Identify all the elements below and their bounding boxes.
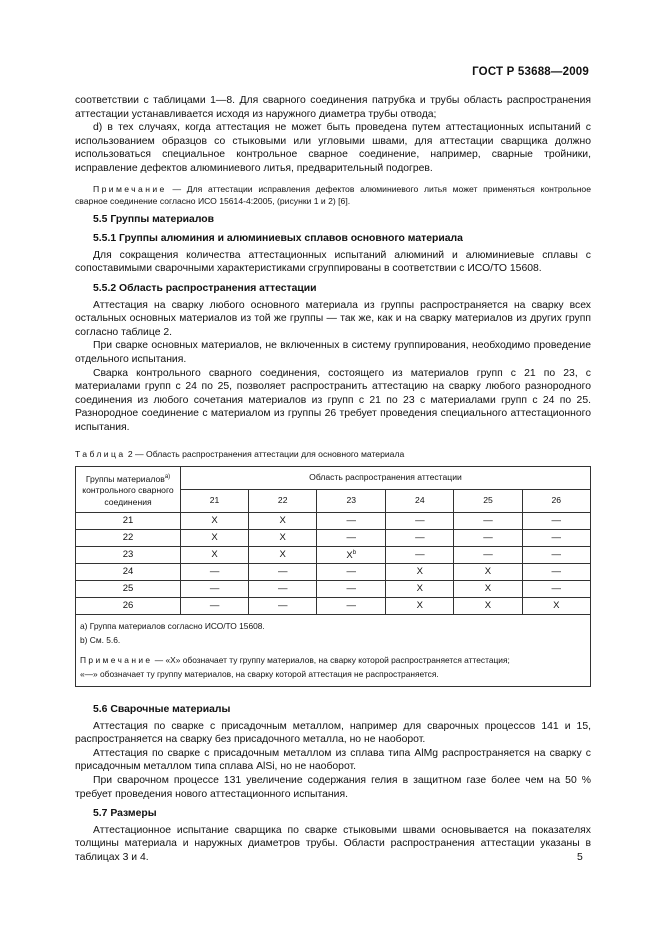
table-row <box>76 598 591 615</box>
footnote-ref: b <box>352 550 357 557</box>
value-cell: — <box>249 598 317 615</box>
section-heading: 5.5 Группы материалов <box>93 213 215 225</box>
value-cell: — <box>522 581 590 598</box>
group-cell: 26 <box>76 598 181 615</box>
group-cell: 25 <box>76 581 181 598</box>
section-heading: 5.7 Размеры <box>93 808 157 820</box>
paragraph: Аттестация по сварке с присадочным металлом, например для сварочных процессов 141 и 15, распространяется на сварку без присадочного металла, но не наоборот. <box>75 720 591 746</box>
footnote-ref: a) <box>164 473 171 480</box>
group-header-line: контрольного сварного <box>82 485 174 496</box>
note-label: Примечание <box>80 655 153 666</box>
value-cell: X <box>181 513 249 530</box>
value-cell: — <box>386 547 454 564</box>
table-note <box>80 653 586 667</box>
value-cell: X <box>249 547 317 564</box>
value-cell: — <box>522 547 590 564</box>
section-heading: 5.5.2 Область распространения аттестации <box>93 282 317 294</box>
table-row <box>76 581 591 598</box>
paragraph: Сварка контрольного сварного соединения, состоящего из материалов групп с 21 по 23, с материалами групп с 24 по 25, позволяет распространить аттестацию на сварку любого разнородного соединения из любого сочетания материалов из групп с 21 по 23 с материалами групп с 24 по 25. Разнородное соединение с материалом из группы 26 требует проведения специального аттестационного испытания. <box>75 367 591 433</box>
value-cell: — <box>317 598 386 615</box>
value-cell: X <box>454 598 522 615</box>
value-cell: — <box>522 513 590 530</box>
paragraph: Аттестация по сварке с присадочным металлом из сплава типа AlMg распространяется на сварку с присадочным металлом типа сплава AlSi, но не наоборот. <box>75 747 591 773</box>
value-cell: — <box>181 598 249 615</box>
note <box>75 183 591 207</box>
table-row <box>76 530 591 547</box>
group-cell: 21 <box>76 513 181 530</box>
standard-code: ГОСТ Р 53688—2009 <box>472 66 589 78</box>
paragraph: Аттестация на сварку любого основного материала из группы распространяется на сварку всех остальных основных материалов из той же группы — так же, как и на сварку материалов из других групп согласно таблице 2. <box>75 299 591 338</box>
value-text: X <box>346 550 353 562</box>
table-row <box>76 513 591 530</box>
group-cell: 22 <box>76 530 181 547</box>
paragraph: соответствии с таблицами 1—8. Для сварного соединения патрубка и трубы область распространения аттестации устанавливается исходя из наружного диаметра трубы отвода; <box>75 95 591 120</box>
paragraph: При сварке основных материалов, не включенных в систему группирования, необходимо проведение отдельного испытания. <box>75 340 591 365</box>
table-footnotes <box>76 615 591 687</box>
value-cell: — <box>317 513 386 530</box>
value-cell: — <box>454 547 522 564</box>
group-header-line: Группы материалов <box>85 473 165 484</box>
value-cell: — <box>386 530 454 547</box>
col-header: 26 <box>522 490 590 513</box>
value-cell: — <box>181 564 249 581</box>
value-cell: X <box>181 530 249 547</box>
value-cell: X <box>454 581 522 598</box>
table-row <box>76 564 591 581</box>
group-header-cell <box>76 467 181 513</box>
value-cell: — <box>386 513 454 530</box>
value-cell <box>317 547 386 564</box>
group-cell: 24 <box>76 564 181 581</box>
table-row <box>76 547 591 564</box>
group-cell: 23 <box>76 547 181 564</box>
value-cell: X <box>249 513 317 530</box>
table-note-line: «—» обозначает ту группу материалов, на сварку которой аттестация не распространяется. <box>80 669 439 680</box>
value-cell: — <box>522 564 590 581</box>
paragraph: При сварочном процессе 131 увеличение содержания гелия в защитном газе более чем на 50 % требует проведения нового аттестационного испытания. <box>75 775 591 800</box>
note-label: Примечание <box>93 183 167 194</box>
value-cell: — <box>454 513 522 530</box>
paragraph: d) в тех случаях, когда аттестация не может быть проведена путем аттестационных испытаний с использованием образцов со стыковыми или угловыми швами, для аттестации сварщика должно использоваться специальное контрольное сварное соединение, например, сварные тройники, исправление дефектов алюминиевого литья, предварительный подогрев. <box>75 122 591 174</box>
value-cell: — <box>249 564 317 581</box>
col-header: 25 <box>454 490 522 513</box>
value-cell: — <box>317 564 386 581</box>
value-cell: — <box>317 581 386 598</box>
value-cell: — <box>249 581 317 598</box>
col-header: 21 <box>181 490 249 513</box>
table-caption <box>75 448 591 462</box>
material-groups-table <box>75 466 591 687</box>
value-cell: — <box>181 581 249 598</box>
value-cell: X <box>522 598 590 615</box>
value-cell: — <box>522 530 590 547</box>
section-heading: 5.5.1 Группы алюминия и алюминиевых сплавов основного материала <box>93 233 463 245</box>
scope-header-cell: Область распространения аттестации <box>181 467 591 490</box>
value-cell: X <box>386 564 454 581</box>
value-cell: — <box>454 530 522 547</box>
value-cell: X <box>386 581 454 598</box>
table-caption-label: Таблица <box>75 449 126 460</box>
value-cell: X <box>181 547 249 564</box>
col-header: 23 <box>317 490 386 513</box>
value-cell: X <box>386 598 454 615</box>
table-caption-text: 2 — Область распространения аттестации для основного материала <box>125 449 405 460</box>
col-header: 22 <box>249 490 317 513</box>
page-number: 5 <box>577 852 583 863</box>
col-header: 24 <box>386 490 454 513</box>
footnote: b) См. 5.6. <box>80 635 121 646</box>
paragraph: Для сокращения количества аттестационных испытаний алюминий и алюминиевые сплавы с сопоставимыми сварочными характеристиками сгруппированы в соответствии с ИСО/ТО 15608. <box>75 249 591 275</box>
note-text: — Для аттестации исправления дефектов алюминиевого литья может применяться контрольное сварное соединение согласно ИСО 15614-4:2005, (рисунки 1 и 2) [6]. <box>75 183 591 206</box>
paragraph: Аттестационное испытание сварщика по сварке стыковыми швами основывается на показателях толщины материала и наружных диаметров трубы. Области распространения аттестации указаны в таблицах 3 и 4. <box>75 824 591 863</box>
value-cell: — <box>317 530 386 547</box>
value-cell: X <box>249 530 317 547</box>
note-text: — «Х» обозначает ту группу материалов, на сварку которой распространяется аттестация; <box>152 655 510 666</box>
page-content <box>75 94 591 865</box>
group-header-line: соединения <box>104 497 152 508</box>
value-cell: X <box>454 564 522 581</box>
footnote: a) Группа материалов согласно ИСО/ТО 15608. <box>80 621 265 632</box>
section-heading: 5.6 Сварочные материалы <box>93 704 231 716</box>
